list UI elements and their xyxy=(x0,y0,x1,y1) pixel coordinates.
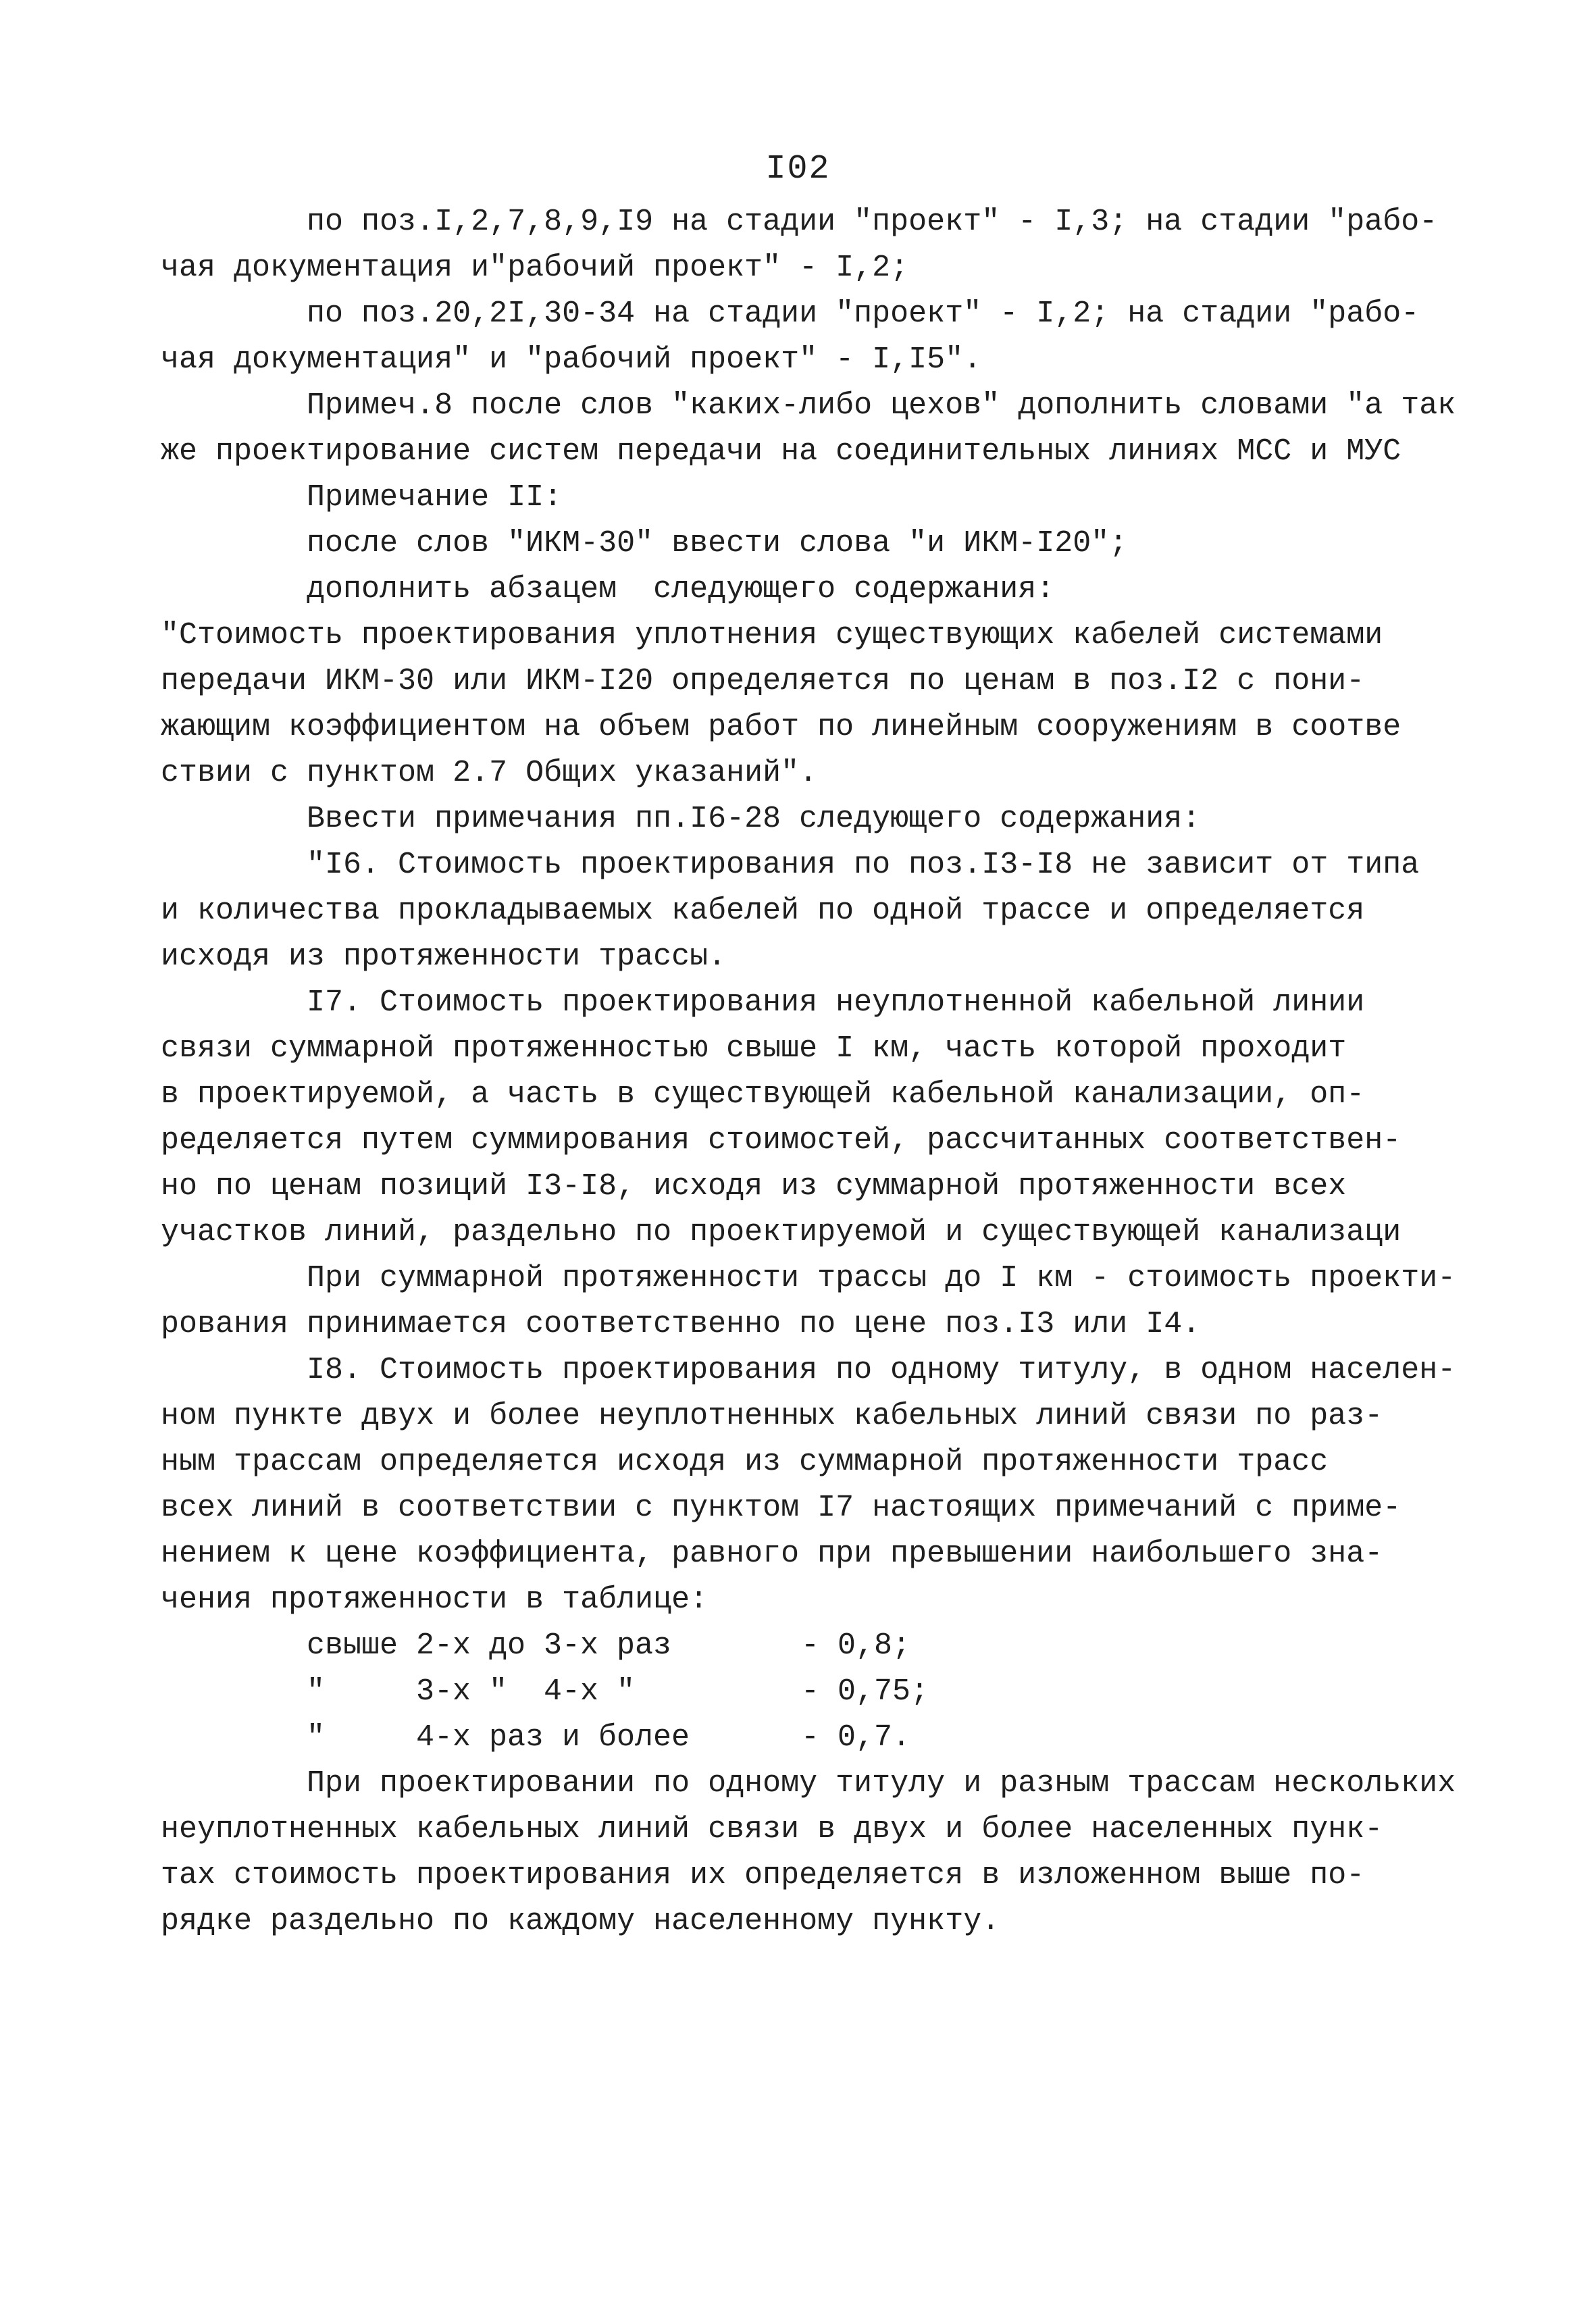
text-line: "I6. Стоимость проектирования по поз.I3-I8 не зависит от типа xyxy=(161,848,1420,882)
text-line: неуплотненных кабельных линий связи в двух и более населенных пунк- xyxy=(161,1812,1383,1847)
text-line: в проектируемой, а часть в существующей кабельной канализации, оп- xyxy=(161,1077,1365,1112)
text-line: дополнить абзацем следующего содержания: xyxy=(161,572,1055,607)
text-line: связи суммарной протяженностью свыше I км, часть которой проходит xyxy=(161,1031,1347,1066)
coefficient-value: - 0,75; xyxy=(801,1674,929,1709)
coefficient-prefix: свыше xyxy=(307,1628,398,1663)
text-line: и количества прокладываемых кабелей по одной трассе и определяется xyxy=(161,894,1365,928)
text-line: всех линий в соответствии с пунктом I7 настоящих примечаний с приме- xyxy=(161,1491,1401,1525)
text-line: чая документация и"рабочий проект" - I,2; xyxy=(161,251,909,285)
page-number: I02 xyxy=(765,150,831,188)
text-line: Ввести примечания пп.I6-28 следующего содержания: xyxy=(161,802,1201,836)
text-line: ствии с пунктом 2.7 Общих указаний". xyxy=(161,756,818,790)
text-line: При проектировании по одному титулу и разным трассам нескольких xyxy=(161,1766,1456,1801)
text-line: ным трассам определяется исходя из суммарной протяженности трасс xyxy=(161,1445,1329,1479)
coefficient-range: 4-х раз и более xyxy=(416,1720,690,1755)
body-text xyxy=(161,199,1485,1945)
text-line: "Стоимость проектирования уплотнения существующих кабелей системами xyxy=(161,618,1383,652)
text-line: рядке раздельно по каждому населенному пункту. xyxy=(161,1904,1000,1938)
coefficient-range: 3-х " 4-х " xyxy=(416,1674,636,1709)
text-line: тах стоимость проектирования их определяется в изложенном выше по- xyxy=(161,1858,1365,1893)
text-line: чения протяженности в таблице: xyxy=(161,1583,709,1617)
text-line: ределяется путем суммирования стоимостей, рассчитанных соответствен- xyxy=(161,1123,1401,1158)
text-line: рования принимается соответственно по цене поз.I3 или I4. xyxy=(161,1307,1201,1341)
text-line: исходя из протяженности трассы. xyxy=(161,940,727,974)
text-line: I8. Стоимость проектирования по одному титулу, в одном населен- xyxy=(161,1353,1456,1387)
coefficient-row xyxy=(161,1715,1485,1761)
coefficient-value: - 0,8; xyxy=(801,1628,911,1663)
text-line: после слов "ИКМ-30" ввести слова "и ИКМ-I20"; xyxy=(161,526,1128,561)
text-line: по поз.20,2I,30-34 на стадии "проект" - I,2; на стадии "рабо- xyxy=(161,297,1420,331)
coefficient-prefix: " xyxy=(307,1720,326,1755)
text-line: Примеч.8 после слов "каких-либо цехов" дополнить словами "а так xyxy=(161,388,1456,423)
coefficient-value: - 0,7. xyxy=(801,1720,911,1755)
text-line: нением к цене коэффициента, равного при превышении наибольшего зна- xyxy=(161,1537,1383,1571)
text-line: же проектирование систем передачи на соединительных линиях МСС и МУС xyxy=(161,434,1401,469)
text-line: но по ценам позиций I3-I8, исходя из суммарной протяженности всех xyxy=(161,1169,1347,1204)
text-line: чая документация" и "рабочий проект" - I,I5". xyxy=(161,342,982,377)
text-line: Примечание II: xyxy=(161,480,563,515)
coefficient-prefix: " xyxy=(307,1674,326,1709)
text-line: передачи ИКМ-30 или ИКМ-I20 определяется по ценам в поз.I2 с пони- xyxy=(161,664,1365,698)
coefficient-range: 2-х до 3-х раз xyxy=(416,1628,672,1663)
text-line: I7. Стоимость проектирования неуплотненной кабельной линии xyxy=(161,985,1365,1020)
text-line: жающим коэффициентом на объем работ по линейным сооружениям в соотве xyxy=(161,710,1401,744)
coefficient-row xyxy=(161,1669,1485,1715)
text-line: При суммарной протяженности трассы до I км - стоимость проекти- xyxy=(161,1261,1456,1295)
coefficient-row xyxy=(161,1623,1485,1669)
text-line: по поз.I,2,7,8,9,I9 на стадии "проект" - I,3; на стадии "рабо- xyxy=(161,205,1438,239)
text-line: ном пункте двух и более неуплотненных кабельных линий связи по раз- xyxy=(161,1399,1383,1433)
text-line: участков линий, раздельно по проектируемой и существующей канализаци xyxy=(161,1215,1401,1250)
